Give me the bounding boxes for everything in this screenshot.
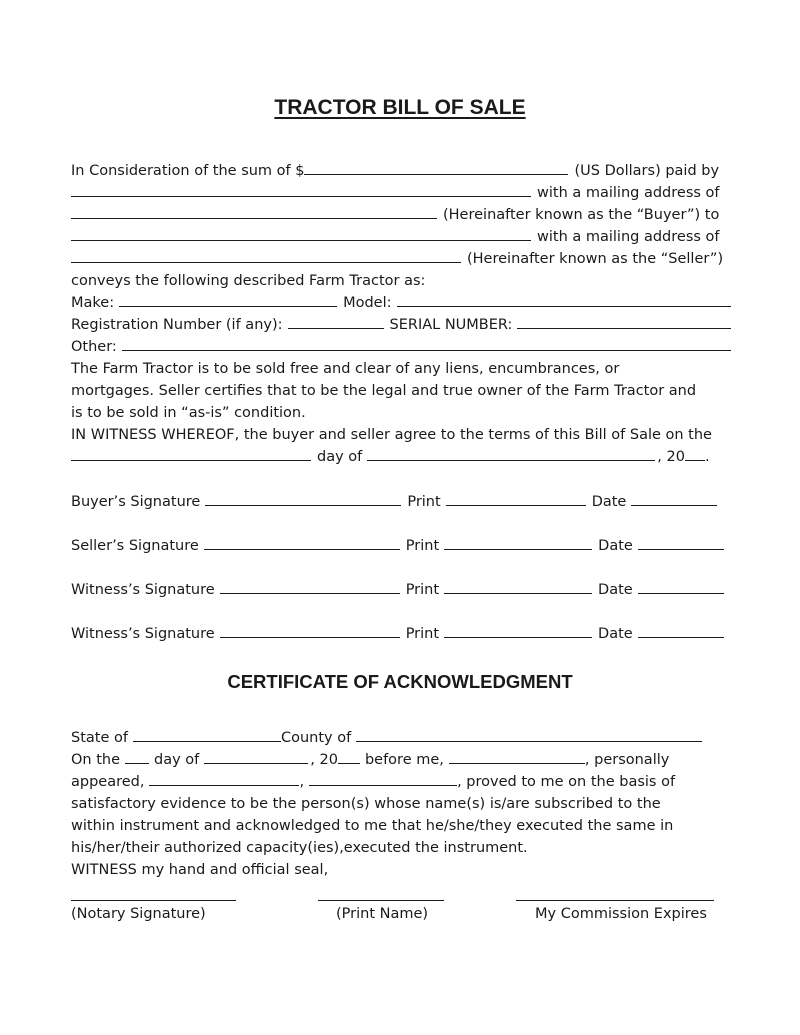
appeared-label: appeared, — [71, 774, 145, 790]
seller-name-blank[interactable] — [71, 226, 531, 241]
cert-text-1: satisfactory evidence to be the person(s) whose name(s) is/are subscribed to the — [71, 796, 661, 812]
serial-label: SERIAL NUMBER: — [389, 317, 513, 333]
seller-signature-row — [71, 535, 731, 557]
notary-name-blank[interactable] — [449, 749, 585, 764]
seller-known-label: (Hereinafter known as the “Seller”) — [467, 251, 724, 267]
buyer-date-blank[interactable] — [631, 491, 717, 506]
appeared-blank-1[interactable] — [149, 771, 299, 786]
document-title: TRACTOR BILL OF SALE — [274, 96, 526, 119]
other-line — [71, 336, 731, 358]
cert-month-blank[interactable] — [204, 749, 308, 764]
buyer-address-blank[interactable] — [71, 204, 437, 219]
date-label: Date — [598, 626, 633, 642]
certificate-title: CERTIFICATE OF ACKNOWLEDGMENT — [227, 671, 573, 692]
notary-signature-line[interactable] — [71, 900, 236, 901]
cert-text-2: within instrument and acknowledged to me that he/she/they executed the same in — [71, 818, 674, 834]
model-label: Model: — [343, 295, 392, 311]
witness-1-signature-row — [71, 579, 731, 601]
date-label: Date — [598, 538, 633, 554]
seller-date-blank[interactable] — [638, 535, 724, 550]
witness-1-signature-blank[interactable] — [220, 579, 400, 594]
mailing-address-label-2: with a mailing address of — [537, 229, 720, 245]
registration-blank[interactable] — [288, 314, 384, 329]
signature-label: Buyer’s Signature — [71, 494, 201, 510]
cert-text-4: WITNESS my hand and official seal, — [71, 862, 329, 878]
cert-day-of-label: day of — [154, 752, 200, 768]
cert-text-line-3 — [71, 837, 731, 859]
sale-date-period: . — [704, 449, 710, 465]
print-name-line[interactable] — [318, 900, 444, 901]
state-county-line — [71, 727, 731, 749]
terms-line-2 — [71, 380, 731, 402]
witness-2-signature-row — [71, 623, 731, 645]
cert-text-line-2 — [71, 815, 731, 837]
sum-label: In Consideration of the sum of $ — [71, 163, 305, 179]
terms-text-3: is to be sold in “as-is” condition. — [71, 405, 306, 421]
cert-twenty: , 20 — [310, 752, 338, 768]
buyer-signature-row — [71, 491, 731, 513]
state-of-label: State of — [71, 730, 128, 746]
conveys-text: conveys the following described Farm Tractor as: — [71, 273, 426, 289]
signature-label: Witness’s Signature — [71, 582, 215, 598]
sale-month-blank[interactable] — [367, 446, 655, 461]
buyer-known-label: (Hereinafter known as the “Buyer”) to — [443, 207, 720, 223]
witness-2-signature-blank[interactable] — [220, 623, 400, 638]
registration-label: Registration Number (if any): — [71, 317, 283, 333]
witness-2-print-blank[interactable] — [444, 623, 592, 638]
us-dollars-label: (US Dollars) paid by — [574, 163, 720, 179]
cert-text-line-1 — [71, 793, 731, 815]
seller-address-blank[interactable] — [71, 248, 461, 263]
before-me-label: before me, — [364, 752, 444, 768]
cert-day-blank[interactable] — [125, 749, 149, 764]
witness-whereof-line — [71, 424, 731, 446]
buyer-address-line — [71, 204, 731, 226]
county-of-label: County of — [280, 730, 352, 746]
make-blank[interactable] — [119, 292, 337, 307]
seller-signature-blank[interactable] — [204, 535, 400, 550]
date-label: Date — [598, 582, 633, 598]
conveys-line — [71, 270, 731, 292]
state-blank[interactable] — [133, 727, 281, 742]
print-name-caption: (Print Name) — [336, 906, 429, 922]
print-label: Print — [405, 626, 440, 642]
print-label: Print — [405, 582, 440, 598]
make-model-line — [71, 292, 731, 314]
make-label: Make: — [71, 295, 115, 311]
signature-label: Witness’s Signature — [71, 626, 215, 642]
witness-1-print-blank[interactable] — [444, 579, 592, 594]
serial-blank[interactable] — [517, 314, 731, 329]
date-label: Date — [591, 494, 627, 510]
buyer-signature-blank[interactable] — [205, 491, 401, 506]
buyer-name-line — [71, 182, 731, 204]
on-the-label: On the — [71, 752, 121, 768]
print-label: Print — [407, 494, 441, 510]
terms-text-2: mortgages. Seller certifies that to be the legal and true owner of the Farm Tractor and — [71, 383, 697, 399]
appeared-comma: , — [299, 774, 305, 790]
proved-label: , proved to me on the basis of — [457, 774, 676, 790]
cert-year-blank[interactable] — [338, 749, 360, 764]
terms-line-3 — [71, 402, 731, 424]
personally-label: , personally — [584, 752, 670, 768]
appeared-blank-2[interactable] — [309, 771, 457, 786]
day-of-label: day of — [317, 449, 363, 465]
buyer-name-blank[interactable] — [71, 182, 531, 197]
terms-line-1 — [71, 358, 731, 380]
terms-text-1: The Farm Tractor is to be sold free and clear of any liens, encumbrances, or — [71, 361, 620, 377]
witness-2-date-blank[interactable] — [638, 623, 724, 638]
commission-expires-caption: My Commission Expires — [535, 906, 707, 922]
witness-whereof-text: IN WITNESS WHEREOF, the buyer and seller agree to the terms of this Bill of Sale on the — [71, 427, 712, 443]
county-blank[interactable] — [356, 727, 702, 742]
mailing-address-label: with a mailing address of — [537, 185, 720, 201]
notary-signature-caption: (Notary Signature) — [71, 906, 206, 922]
other-blank[interactable] — [122, 336, 731, 351]
commission-expires-line[interactable] — [516, 900, 714, 901]
print-label: Print — [405, 538, 440, 554]
year-prefix: , 20 — [657, 449, 685, 465]
seller-print-blank[interactable] — [444, 535, 592, 550]
sum-line — [71, 160, 731, 182]
on-the-day-line — [71, 749, 731, 771]
witness-1-date-blank[interactable] — [638, 579, 724, 594]
cert-text-line-4 — [71, 859, 731, 881]
seller-name-line — [71, 226, 731, 248]
model-blank[interactable] — [397, 292, 731, 307]
registration-line — [71, 314, 731, 336]
signature-label: Seller’s Signature — [71, 538, 199, 554]
other-label: Other: — [71, 339, 117, 355]
sale-date-line — [71, 446, 731, 468]
sum-amount-blank[interactable] — [304, 160, 568, 175]
seller-address-line — [71, 248, 731, 270]
sale-year-blank[interactable] — [685, 446, 705, 461]
buyer-print-blank[interactable] — [446, 491, 586, 506]
sale-day-blank[interactable] — [71, 446, 311, 461]
appeared-line — [71, 771, 731, 793]
cert-text-3: his/her/their authorized capacity(ies),executed the instrument. — [71, 840, 528, 856]
